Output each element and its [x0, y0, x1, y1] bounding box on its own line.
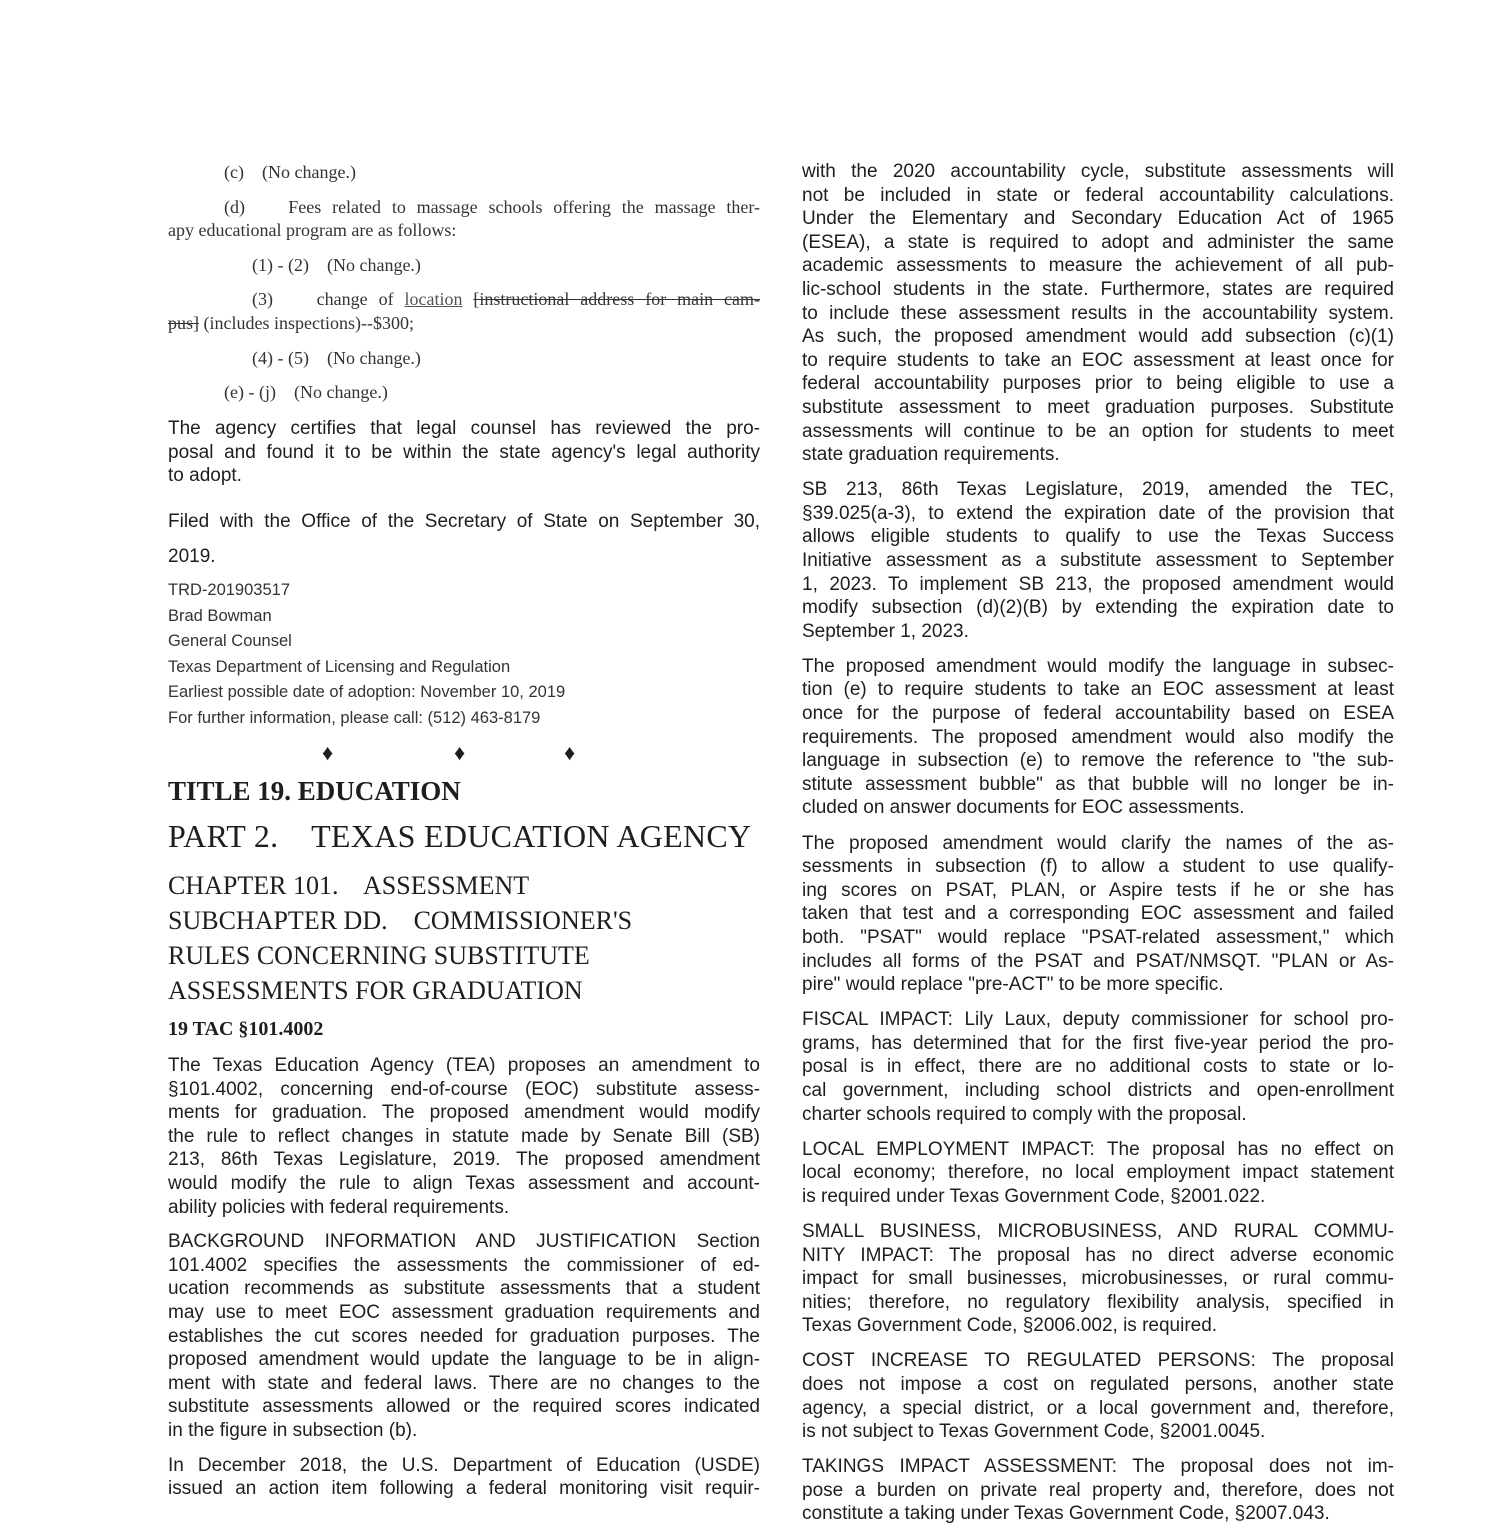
text-run: (d) Fees related to massage schools offering the massage ther- [224, 196, 760, 217]
left-column [168, 0, 760, 1500]
chapter-line: RULES CONCERNING SUBSTITUTE [168, 941, 590, 970]
text-line: SMALL BUSINESS, MICROBUSINESS, AND RURAL COMMU- [802, 1220, 1394, 1242]
text-line: academic assessments to measure the achievement of all pub- [802, 255, 1394, 277]
text-line: allows eligible students to qualify to use the Texas Success [802, 526, 1394, 548]
text-line: September 1, 2023. [802, 620, 969, 642]
text-line: ability policies with federal requirements. [168, 1196, 510, 1218]
amendment-line [168, 312, 760, 336]
text-line: substitute assessment to meet graduation purposes. Substitute [802, 396, 1394, 418]
text-line: both. "PSAT" would replace "PSAT-related assessment," which [802, 926, 1394, 948]
text-line: to adopt. [168, 465, 242, 487]
text-run: (1) - (2) (No change.) [252, 254, 421, 275]
signer-agency: Texas Department of Licensing and Regulation [168, 657, 511, 676]
text-line: ing scores on PSAT, PLAN, or Aspire tests if he or she has [802, 879, 1394, 901]
signer-role: General Counsel [168, 632, 292, 651]
amendment-line [168, 196, 760, 220]
text-line: to include these assessment results in the accountability system. [802, 302, 1394, 324]
text-line: state graduation requirements. [802, 444, 1060, 466]
text-line: federal accountability purposes prior to being eligible to use a [802, 373, 1394, 395]
text-line: (ESEA), a state is required to adopt and administer the same [802, 231, 1394, 253]
paragraph [168, 1454, 760, 1501]
text-line: LOCAL EMPLOYMENT IMPACT: The proposal has no effect on [802, 1138, 1394, 1160]
text-line: cal government, including school districts and open-enrollment [802, 1079, 1394, 1101]
inserted-text: location [404, 289, 463, 310]
filed-line: 2019. [168, 545, 216, 567]
text-line: §101.4002, concerning end-of-course (EOC) substitute assess- [168, 1078, 760, 1100]
text-line: 101.4002 specifies the assessments the commissioner of ed- [168, 1254, 760, 1276]
text-run: (e) - (j) (No change.) [224, 382, 388, 403]
text-line: issued an action item following a federal monitoring visit requir- [168, 1478, 760, 1500]
amendment-line [168, 381, 760, 405]
text-line: requirements. The proposed amendment would also modify the [802, 726, 1394, 748]
text-line: charter schools required to comply with the proposal. [802, 1103, 1247, 1125]
chapter-heading [168, 868, 760, 1008]
chapter-line: ASSESSMENTS FOR GRADUATION [168, 976, 583, 1005]
amendment-text [168, 161, 760, 416]
paragraph [802, 478, 1394, 643]
paragraph [802, 1138, 1394, 1209]
text-line: once for the purpose of federal accountability based on ESEA [802, 703, 1394, 725]
text-line: taken that test and a corresponding EOC assessment and failed [802, 903, 1394, 925]
text-line: 213, 86th Texas Legislature, 2019. The proposed amendment [168, 1149, 760, 1171]
chapter-line: SUBCHAPTER DD. COMMISSIONER'S [168, 906, 633, 935]
text-line: BACKGROUND INFORMATION AND JUSTIFICATION Section [168, 1231, 760, 1253]
text-line: nities; therefore, no regulatory flexibility analysis, specified in [802, 1291, 1394, 1313]
text-line: modify subsection (d)(2)(B) by extending the expiration date to [802, 597, 1394, 619]
text-line: TAKINGS IMPACT ASSESSMENT: The proposal does not im- [802, 1456, 1394, 1478]
paragraph [802, 832, 1394, 997]
filed-statement [168, 510, 760, 568]
text-line: §39.025(a-3), to extend the expiration date of the provision that [802, 502, 1394, 524]
text-run: (4) - (5) (No change.) [252, 347, 421, 368]
text-line: As such, the proposed amendment would add subsection (c)(1) [802, 326, 1394, 348]
text-line: cluded on answer documents for EOC assessments. [802, 797, 1245, 819]
text-line: pire" would replace "pre-ACT" to be more specific. [802, 974, 1224, 996]
paragraph [802, 655, 1394, 820]
text-run: (includes inspections)--$300; [199, 312, 414, 333]
paragraph [168, 1054, 760, 1219]
text-run: (3) change of [252, 289, 405, 310]
text-line: tion (e) to require students to take an EOC assessment at least [802, 679, 1394, 701]
part-heading: PART 2. TEXAS EDUCATION AGENCY [168, 818, 752, 854]
text-line: grams, has determined that for the first five-year period the pro- [802, 1032, 1394, 1054]
text-line: not be included in state or federal accountability calculations. [802, 184, 1394, 206]
paragraph [802, 1349, 1394, 1443]
text-line: pose a burden on private real property and, therefore, does not [802, 1479, 1394, 1501]
text-line: agency, a special district, or a local government and, therefore, [802, 1397, 1394, 1419]
text-line: with the 2020 accountability cycle, substitute assessments will [802, 161, 1394, 182]
text-line: assessments will continue to be an option for students to meet [802, 420, 1394, 442]
right-column [802, 160, 1394, 1538]
amendment-line [168, 288, 760, 312]
text-line: posal and found it to be within the state agency's legal authority [168, 441, 760, 463]
text-line: posal is in effect, there are no additional costs to state or lo- [802, 1056, 1394, 1078]
chapter-line: CHAPTER 101. ASSESSMENT [168, 871, 530, 900]
paragraph [802, 1220, 1394, 1338]
amendment-line [168, 219, 760, 243]
text-line: Texas Government Code, §2006.002, is required. [802, 1315, 1218, 1337]
text-line: includes all forms of the PSAT and PSAT/NMSQT. "PLAN or As- [802, 950, 1394, 972]
text-line: local economy; therefore, no local employment impact statement [802, 1162, 1394, 1184]
text-line: ucation recommends as substitute assessments that a student [168, 1278, 760, 1300]
text-line: sessments in subsection (f) to allow a student to use qualify- [802, 856, 1394, 878]
text-line: proposed amendment would update the language to be in align- [168, 1349, 760, 1371]
text-line: lic-school students in the state. Furthermore, states are required [802, 278, 1394, 300]
text-line: The agency certifies that legal counsel has reviewed the pro- [168, 418, 760, 439]
text-line: The Texas Education Agency (TEA) proposes an amendment to [168, 1055, 760, 1076]
contact-info: For further information, please call: (512) 463-8179 [168, 708, 541, 727]
text-line: SB 213, 86th Texas Legislature, 2019, amended the TEC, [802, 479, 1394, 501]
amendment-line [168, 254, 760, 278]
text-line: stitute assessment bubble" as that bubble will no longer be in- [802, 773, 1394, 795]
text-line: may use to meet EOC assessment graduation requirements and [168, 1301, 760, 1323]
adoption-date: Earliest possible date of adoption: November 10, 2019 [168, 683, 566, 702]
text-line: would modify the rule to align Texas assessment and account- [168, 1172, 760, 1194]
signer-name: Brad Bowman [168, 606, 272, 625]
text-line: is not subject to Texas Government Code, §2001.0045. [802, 1421, 1266, 1443]
text-line: the rule to reflect changes in statute made by Senate Bill (SB) [168, 1125, 760, 1147]
text-line: The proposed amendment would clarify the names of the as- [802, 832, 1394, 854]
text-line: Under the Elementary and Secondary Education Act of 1965 [802, 208, 1394, 230]
text-line: Initiative assessment as a substitute assessment to September [802, 550, 1394, 571]
text-line: NITY IMPACT: The proposal has no direct adverse economic [802, 1244, 1394, 1266]
text-line: ments for graduation. The proposed amendment would modify [168, 1102, 760, 1124]
paragraph [802, 1008, 1394, 1126]
certification-paragraph [168, 417, 760, 488]
tac-heading: 19 TAC §101.4002 [168, 1018, 324, 1040]
amendment-line [168, 347, 760, 371]
paragraph [802, 160, 1394, 467]
text-line: in the figure in subsection (b). [168, 1419, 418, 1441]
text-line: In December 2018, the U.S. Department of Education (USDE) [168, 1454, 760, 1476]
text-line: 1, 2023. To implement SB 213, the proposed amendment would [802, 573, 1394, 595]
amendment-line [168, 161, 760, 185]
paragraph [802, 1455, 1394, 1526]
text-line: impact for small businesses, microbusinesses, or rural commu- [802, 1268, 1394, 1290]
text-run [462, 289, 473, 309]
text-line: is required under Texas Government Code, §2001.022. [802, 1185, 1266, 1207]
text-line: COST INCREASE TO REGULATED PERSONS: The proposal [802, 1350, 1394, 1372]
text-line: The proposed amendment would modify the language in subsec- [802, 655, 1394, 677]
deleted-text: [instructional address for main cam- [473, 289, 760, 310]
text-line: substitute assessments allowed or the required scores indicated [168, 1396, 760, 1418]
trd-number: TRD-201903517 [168, 581, 290, 599]
text-run: (c) (No change.) [224, 162, 356, 182]
text-line: constitute a taking under Texas Government Code, §2007.043. [802, 1503, 1330, 1525]
text-line: FISCAL IMPACT: Lily Laux, deputy commissioner for school pro- [802, 1009, 1394, 1031]
text-line: ment with state and federal laws. There are no changes to the [168, 1372, 760, 1394]
paragraph [168, 1230, 760, 1442]
diamond-icon: ♦ [564, 740, 576, 765]
text-run: apy educational program are as follows: [168, 220, 457, 241]
text-line: does not impose a cost on regulated persons, another state [802, 1374, 1394, 1395]
text-line: to require students to take an EOC assessment at least once for [802, 349, 1394, 371]
left-body [168, 1054, 760, 1512]
diamond-icon: ♦ [322, 740, 334, 765]
deleted-text: pus] [168, 312, 199, 333]
text-line: language in subsection (e) to remove the reference to "the sub- [802, 750, 1394, 772]
diamond-icon: ♦ [454, 740, 466, 765]
title-heading: TITLE 19. EDUCATION [168, 776, 461, 806]
filed-line: Filed with the Office of the Secretary of State on September 30, [168, 511, 760, 532]
text-line: establishes the cut scores needed for graduation purposes. The [168, 1325, 760, 1347]
filing-metadata [168, 578, 760, 732]
